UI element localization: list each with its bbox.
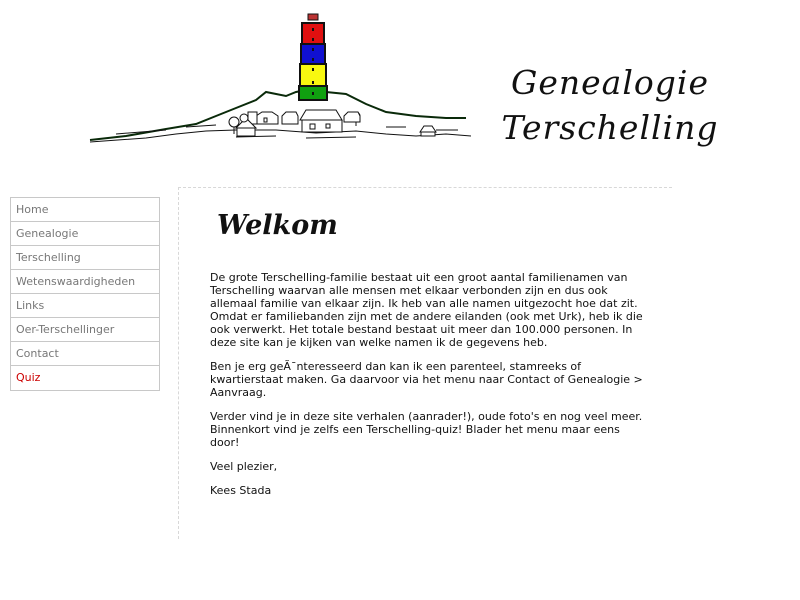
nav-item-oer-terschellinger[interactable]: Oer-Terschellinger [11,318,159,342]
intro-paragraph: De grote Terschelling-familie bestaat uit een groot aantal familienamen van Terschelling waarvan alle mensen met elkaar verbonden zijn en dus ook allemaal familie van elkaar zijn. Ik heb van alle namen uitgezocht hoe dat zit. Omdat er familiebanden zijn met de andere eilanden (ook met Urk), heb ik die ook verwerkt. Het totale bestand bestaat uit meer dan 100.000 personen. In deze site kan je kijken van welke namen ik de gegevens heb. [210,271,643,349]
nav-item-links[interactable]: Links [11,294,159,318]
nav-item-wetenswaardigheden[interactable]: Wetenswaardigheden [11,270,159,294]
site-title [490,60,730,150]
nav-item-home[interactable]: Home [11,198,159,222]
signature: Kees Stada [210,484,272,497]
lighthouse-logo-icon [86,12,476,147]
closing-paragraph: Veel plezier, [210,460,278,473]
main-content [178,187,672,539]
site-header [0,0,800,170]
nav-item-terschelling[interactable]: Terschelling [11,246,159,270]
nav-item-contact[interactable]: Contact [11,342,159,366]
page-title: Welkom [217,210,338,241]
nav-item-genealogie[interactable]: Genealogie [11,222,159,246]
request-paragraph: Ben je erg geÃ¯nteresseerd dan kan ik een parenteel, stamreeks of kwartierstaat maken. Ga daarvoor via het menu naar Contact of Genealogie > Aanvraag. [210,360,643,399]
site-title-line2: Terschelling [501,108,719,147]
nav-item-quiz[interactable]: Quiz [16,371,41,384]
more-paragraph: Verder vind je in deze site verhalen (aanrader!), oude foto's en nog veel meer. Binnenkort vind je zelfs een Terschelling-quiz! Blader het menu maar eens door! [210,410,643,449]
welcome-text [210,271,650,508]
main-nav [10,197,160,391]
site-title-line1: Genealogie [511,63,709,102]
